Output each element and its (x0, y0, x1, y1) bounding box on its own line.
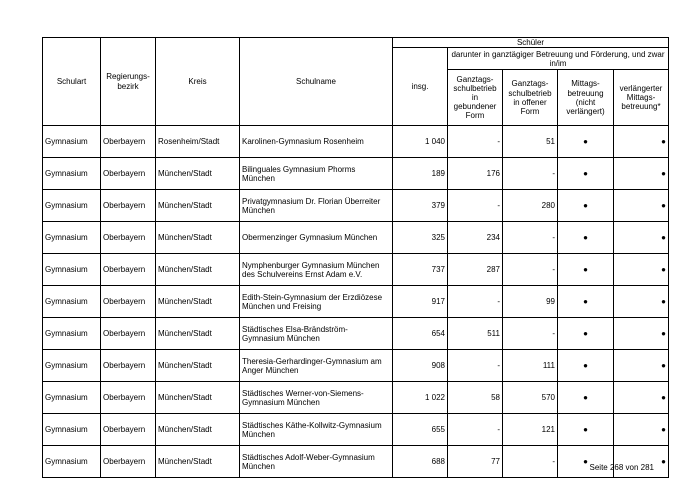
header-mittag: Mittags-betreuung (nicht verlängert) (558, 70, 614, 126)
header-insg: insg. (393, 48, 448, 126)
cell-gebunden: 511 (448, 318, 503, 350)
cell-mittag: ● (558, 254, 614, 286)
cell-schulname: Edith-Stein-Gymnasium der Erzdiözese München und Freising (240, 286, 393, 318)
table-body (43, 126, 669, 478)
cell-verlaengert: ● (614, 126, 669, 158)
cell-mittag: ● (558, 382, 614, 414)
cell-gebunden: - (448, 350, 503, 382)
cell-schulname: Bilinguales Gymnasium Phorms München (240, 158, 393, 190)
cell-schulart: Gymnasium (43, 414, 101, 446)
cell-schulname: Städtisches Käthe-Kollwitz-Gymnasium München (240, 414, 393, 446)
cell-gebunden: 287 (448, 254, 503, 286)
cell-kreis: München/Stadt (156, 446, 240, 478)
cell-verlaengert: ● (614, 222, 669, 254)
cell-offen: 51 (503, 126, 558, 158)
cell-offen: 111 (503, 350, 558, 382)
cell-schulart: Gymnasium (43, 222, 101, 254)
cell-offen: - (503, 254, 558, 286)
cell-offen: - (503, 158, 558, 190)
cell-mittag: ● (558, 190, 614, 222)
cell-mittag: ● (558, 286, 614, 318)
cell-gebunden: - (448, 414, 503, 446)
table-row (43, 318, 669, 350)
cell-regierungsbezirk: Oberbayern (101, 286, 156, 318)
table-row (43, 126, 669, 158)
cell-kreis: Rosenheim/Stadt (156, 126, 240, 158)
cell-gebunden: 176 (448, 158, 503, 190)
header-darunter: darunter in ganztägiger Betreuung und Förderung, und zwar in/im (448, 48, 669, 70)
cell-mittag: ● (558, 446, 614, 478)
cell-kreis: München/Stadt (156, 286, 240, 318)
cell-insg: 908 (393, 350, 448, 382)
cell-insg: 654 (393, 318, 448, 350)
table-header (43, 38, 669, 126)
cell-schulart: Gymnasium (43, 382, 101, 414)
header-verlaengert: verlängerter Mittags-betreuung* (614, 70, 669, 126)
cell-verlaengert: ● (614, 414, 669, 446)
table-row (43, 222, 669, 254)
cell-verlaengert: ● (614, 446, 669, 478)
table-row (43, 286, 669, 318)
cell-insg: 1 022 (393, 382, 448, 414)
cell-insg: 688 (393, 446, 448, 478)
cell-gebunden: 234 (448, 222, 503, 254)
header-regierungsbezirk: Regierungs-bezirk (101, 38, 156, 126)
cell-offen: 99 (503, 286, 558, 318)
cell-schulart: Gymnasium (43, 286, 101, 318)
cell-kreis: München/Stadt (156, 254, 240, 286)
cell-schulart: Gymnasium (43, 126, 101, 158)
schools-table (42, 37, 669, 478)
cell-verlaengert: ● (614, 382, 669, 414)
cell-schulname: Karolinen-Gymnasium Rosenheim (240, 126, 393, 158)
table-row (43, 414, 669, 446)
cell-gebunden: 77 (448, 446, 503, 478)
cell-regierungsbezirk: Oberbayern (101, 254, 156, 286)
cell-regierungsbezirk: Oberbayern (101, 350, 156, 382)
cell-gebunden: - (448, 286, 503, 318)
cell-verlaengert: ● (614, 158, 669, 190)
cell-gebunden: 58 (448, 382, 503, 414)
table-row (43, 158, 669, 190)
cell-offen: 121 (503, 414, 558, 446)
cell-schulname: Obermenzinger Gymnasium München (240, 222, 393, 254)
cell-schulart: Gymnasium (43, 254, 101, 286)
cell-regierungsbezirk: Oberbayern (101, 222, 156, 254)
cell-verlaengert: ● (614, 318, 669, 350)
cell-insg: 737 (393, 254, 448, 286)
cell-verlaengert: ● (614, 286, 669, 318)
header-kreis: Kreis (156, 38, 240, 126)
cell-insg: 655 (393, 414, 448, 446)
cell-offen: 280 (503, 190, 558, 222)
cell-verlaengert: ● (614, 254, 669, 286)
cell-schulart: Gymnasium (43, 318, 101, 350)
cell-regierungsbezirk: Oberbayern (101, 318, 156, 350)
cell-mittag: ● (558, 414, 614, 446)
cell-kreis: München/Stadt (156, 190, 240, 222)
cell-insg: 917 (393, 286, 448, 318)
cell-mittag: ● (558, 350, 614, 382)
header-offen: Ganztags-schulbetrieb in offener Form (503, 70, 558, 126)
cell-gebunden: - (448, 126, 503, 158)
cell-verlaengert: ● (614, 190, 669, 222)
cell-schulname: Nymphenburger Gymnasium München des Schulvereins Ernst Adam e.V. (240, 254, 393, 286)
table-row (43, 382, 669, 414)
table-row (43, 350, 669, 382)
cell-schulname: Städtisches Elsa-Brändström-Gymnasium München (240, 318, 393, 350)
cell-schulart: Gymnasium (43, 446, 101, 478)
header-schulname: Schulname (240, 38, 393, 126)
cell-insg: 1 040 (393, 126, 448, 158)
cell-schulart: Gymnasium (43, 350, 101, 382)
cell-mittag: ● (558, 126, 614, 158)
table-row (43, 190, 669, 222)
cell-offen: - (503, 222, 558, 254)
cell-regierungsbezirk: Oberbayern (101, 158, 156, 190)
header-schueler: Schüler (393, 38, 669, 48)
cell-offen: - (503, 446, 558, 478)
cell-schulart: Gymnasium (43, 190, 101, 222)
cell-schulart: Gymnasium (43, 158, 101, 190)
cell-schulname: Theresia-Gerhardinger-Gymnasium am Anger München (240, 350, 393, 382)
cell-kreis: München/Stadt (156, 414, 240, 446)
cell-offen: - (503, 318, 558, 350)
cell-schulname: Privatgymnasium Dr. Florian Überreiter München (240, 190, 393, 222)
cell-insg: 189 (393, 158, 448, 190)
cell-mittag: ● (558, 222, 614, 254)
cell-gebunden: - (448, 190, 503, 222)
header-schulart: Schulart (43, 38, 101, 126)
cell-kreis: München/Stadt (156, 318, 240, 350)
cell-insg: 325 (393, 222, 448, 254)
cell-regierungsbezirk: Oberbayern (101, 126, 156, 158)
cell-regierungsbezirk: Oberbayern (101, 190, 156, 222)
cell-insg: 379 (393, 190, 448, 222)
table-row (43, 254, 669, 286)
cell-verlaengert: ● (614, 350, 669, 382)
table-row (43, 446, 669, 478)
cell-kreis: München/Stadt (156, 350, 240, 382)
cell-kreis: München/Stadt (156, 222, 240, 254)
cell-kreis: München/Stadt (156, 158, 240, 190)
cell-schulname: Städtisches Adolf-Weber-Gymnasium München (240, 446, 393, 478)
cell-regierungsbezirk: Oberbayern (101, 414, 156, 446)
cell-kreis: München/Stadt (156, 382, 240, 414)
cell-regierungsbezirk: Oberbayern (101, 446, 156, 478)
cell-regierungsbezirk: Oberbayern (101, 382, 156, 414)
cell-mittag: ● (558, 158, 614, 190)
page-number: Seite 268 von 281 (589, 463, 654, 472)
header-gebunden: Ganztags-schulbetrieb in gebundener Form (448, 70, 503, 126)
cell-mittag: ● (558, 318, 614, 350)
cell-schulname: Städtisches Werner-von-Siemens-Gymnasium München (240, 382, 393, 414)
cell-offen: 570 (503, 382, 558, 414)
